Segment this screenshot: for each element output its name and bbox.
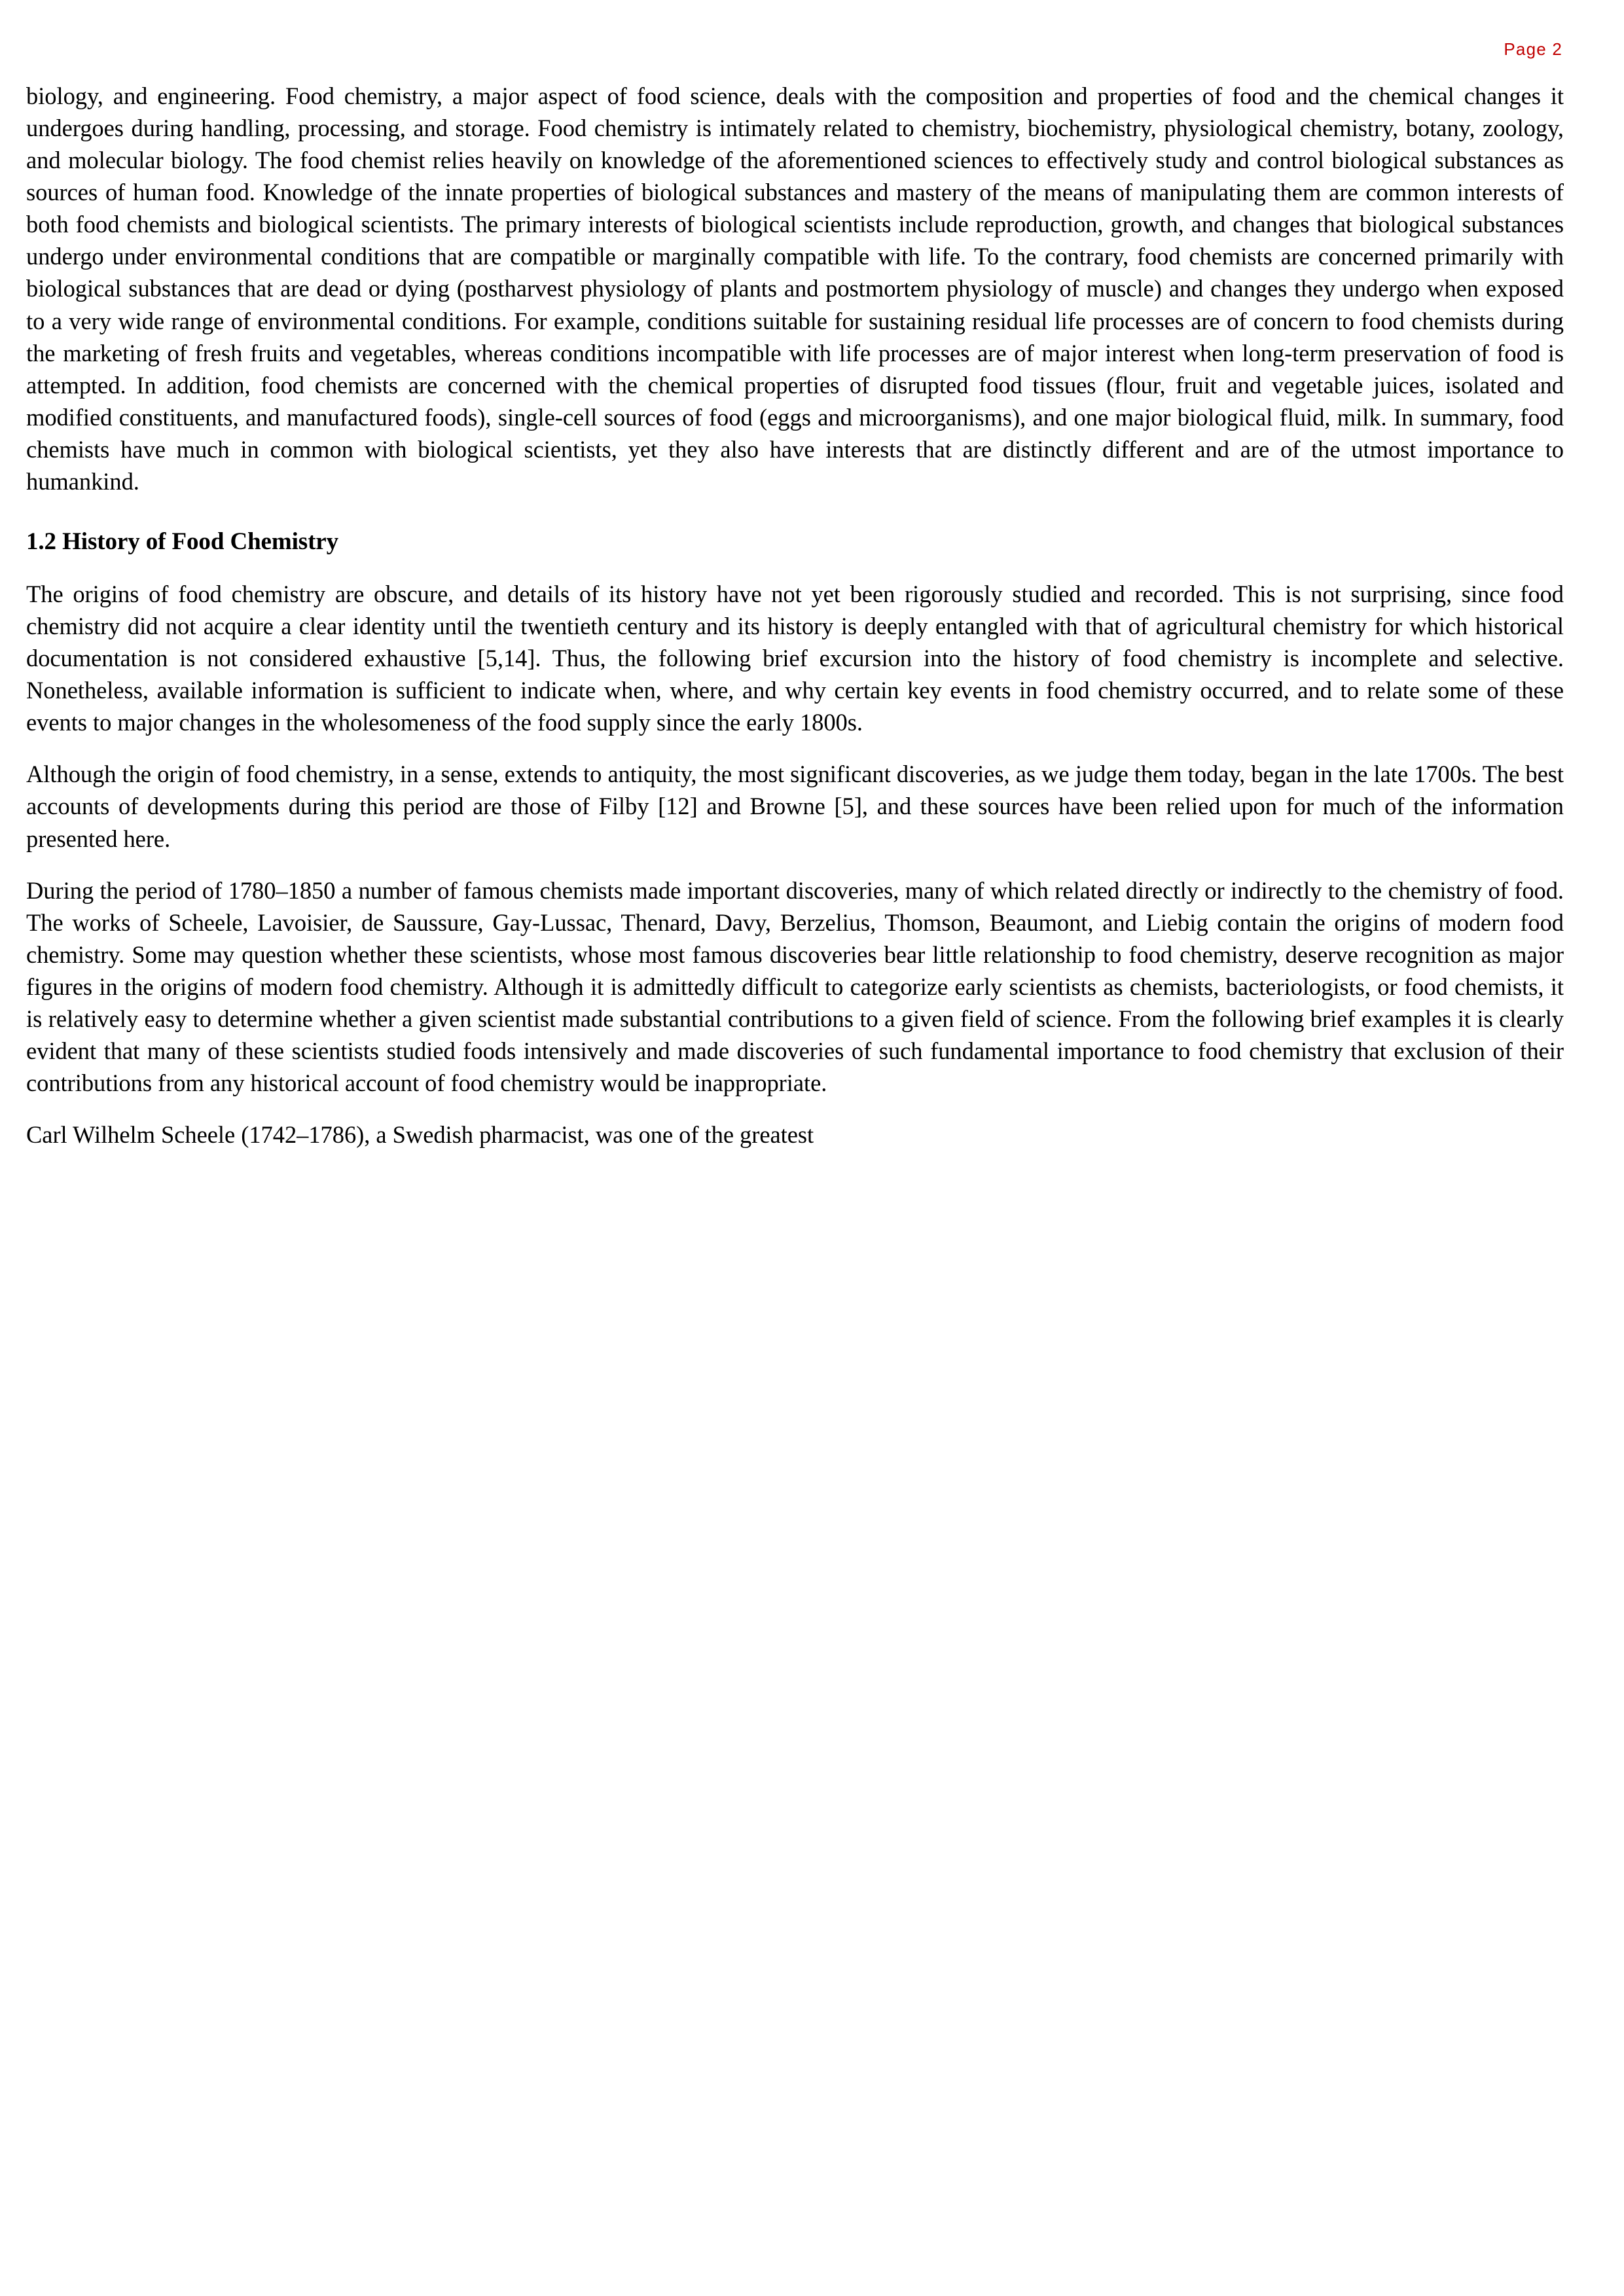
paragraph-history-2: Although the origin of food chemistry, in a sense, extends to antiquity, the most significant discoveries, as we judge them today, began in the late 1700s. The best accounts of developments during this period are those of Filby [12] and Browne [5], and these sources have been relied upon for much of the information presented here. xyxy=(26,761,1564,852)
paragraph-history-3: During the period of 1780–1850 a number of famous chemists made important discoveries, many of which related directly or indirectly to the chemistry of food. The works of Scheele, Lavoisier, de Saussure, Gay-Lussac, Thenard, Davy, Berzelius, Thomson, Beaumont, and Liebig contain the origins of modern food chemistry. Some may question whether these scientists, whose most famous discoveries bear little relationship to food chemistry, deserve recognition as major figures in the origins of modern food chemistry. Although it is admittedly difficult to categorize early scientists as chemists, bacteriologists, or food chemists, it is relatively easy to determine whether a given scientist made substantial contributions to a given field of science. From the following brief examples it is clearly evident that many of these scientists studied foods intensively and made discoveries of such fundamental importance to food chemistry that exclusion of their contributions from any historical account of food chemistry would be inappropriate. xyxy=(26,876,1564,1097)
paragraph-history-1: The origins of food chemistry are obscure, and details of its history have not yet been rigorously studied and recorded. This is not surprising, since food chemistry did not acquire a clear identity until the twentieth century and its history is deeply entangled with that of agricultural chemistry for which historical documentation is not considered exhaustive [5,14]. Thus, the following brief excursion into the history of food chemistry is incomplete and selective. Nonetheless, available information is sufficient to indicate when, where, and why certain key events in food chemistry occurred, and to relate some of these events to major changes in the wholesomeness of the food supply since the early 1800s. xyxy=(26,581,1564,736)
section-heading-history-of-food-chemistry: 1.2 History of Food Chemistry xyxy=(26,528,339,556)
page-header xyxy=(26,39,1564,65)
paragraph-intro-continued: biology, and engineering. Food chemistry, a major aspect of food science, deals with the composition and properties of food and the chemical changes it undergoes during handling, processing, and storage. Food chemistry is intimately related to chemistry, biochemistry, physiological chemistry, botany, zoology, and molecular biology. The food chemist relies heavily on knowledge of the aforementioned sciences to effectively study and control biological substances as sources of human food. Knowledge of the innate properties of biological substances and mastery of the means of manipulating them are common interests of both food chemists and biological scientists. The primary interests of biological scientists include reproduction, growth, and changes that biological substances undergo under environmental conditions that are compatible or marginally compatible with life. To the contrary, food chemists are concerned primarily with biological substances that are dead or dying (postharvest physiology of plants and postmortem physiology of muscle) and changes they undergo when exposed to a very wide range of environmental conditions. For example, conditions suitable for sustaining residual life processes are of concern to food chemists during the marketing of fresh fruits and vegetables, whereas conditions incompatible with life processes are of major interest when long-term preservation of food is attempted. In addition, food chemists are concerned with the chemical properties of disrupted food tissues (flour, fruit and vegetable juices, isolated and modified constituents, and manufactured foods), single-cell sources of food (eggs and microorganisms), and one major biological fluid, milk. In summary, food chemists have much in common with biological scientists, yet they also have interests that are distinctly different and are of the utmost importance to humankind. xyxy=(26,82,1564,495)
paragraph-history-4: Carl Wilhelm Scheele (1742–1786), a Swedish pharmacist, was one of the greatest xyxy=(26,1121,814,1149)
page-number-label: Page 2 xyxy=(1504,39,1562,59)
page-content xyxy=(26,80,1564,1151)
